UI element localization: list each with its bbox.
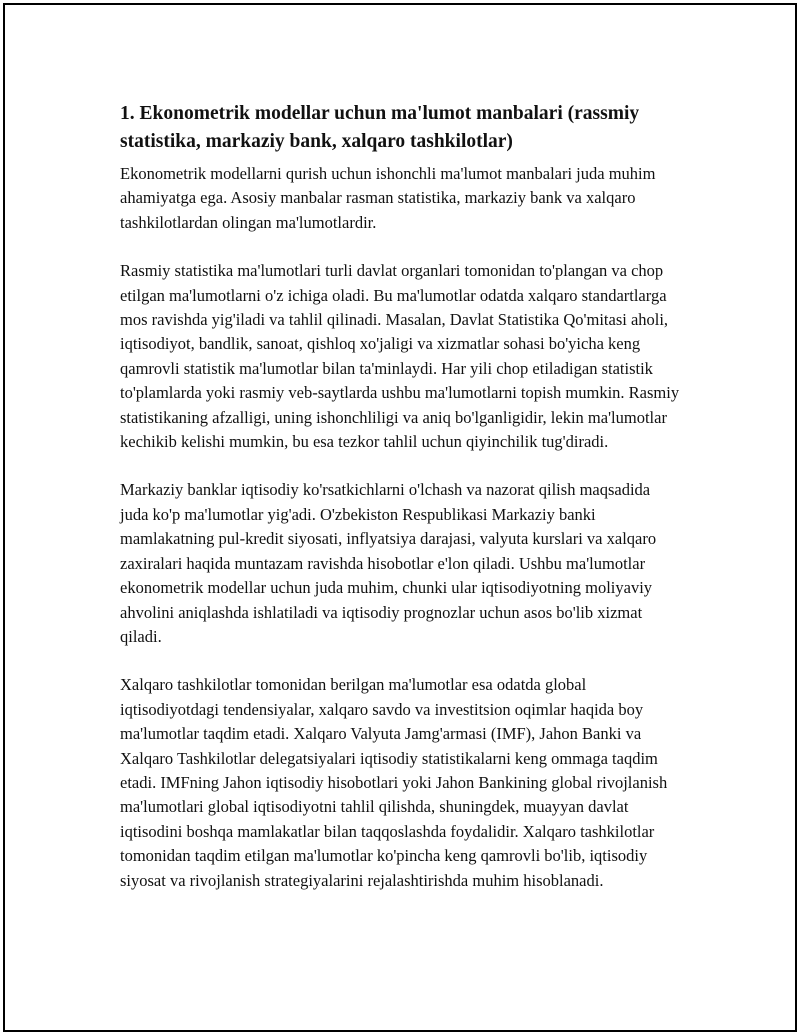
paragraph-official-statistics: Rasmiy statistika ma'lumotlari turli davlat organlari tomonidan to'plangan va chop etilgan ma'lumotlarni o'z ichiga oladi. Bu ma'lumotlar odatda xalqaro standartlarga mos ravishda yig'iladi va tahlil qilinadi. Masalan, Davlat Statistika Qo'mitasi aholi, iqtisodiyot, bandlik, sanoat, qishloq xo'jaligi va xizmatlar sohasi bo'yicha keng qamrovli statistik ma'lumotlar bilan ta'minlaydi. Har yili chop etiladigan statistik to'plamlarda yoki rasmiy veb-saytlarda ushbu ma'lumotlarni topish mumkin. Rasmiy statistikaning afzalligi, uning ishonchliligi va aniq bo'lganligidir, lekin ma'lumotlar kechikib kelishi mumkin, bu esa tezkor tahlil uchun qiyinchilik tug'diradi.	[120, 261, 680, 452]
paragraph-central-bank: Markaziy banklar iqtisodiy ko'rsatkichlarni o'lchash va nazorat qilish maqsadida juda ko'p ma'lumotlar yig'adi. O'zbekiston Respublikasi Markaziy banki mamlakatning pul-kredit siyosati, inflyatsiya darajasi, valyuta kurslari va xalqaro zaxiralari haqida muntazam ravishda hisobotlar e'lon qiladi. Ushbu ma'lumotlar ekonometrik modellar uchun juda muhim, chunki ular iqtisodiyotning moliyaviy ahvolini aniqlashda ishlatiladi va iqtisodiy prognozlar uchun asos bo'lib xizmat qiladi.	[120, 480, 657, 646]
page-frame	[3, 3, 797, 1032]
document-body	[120, 100, 680, 917]
paragraph-intro: Ekonometrik modellarni qurish uchun ishonchli ma'lumot manbalari juda muhim ahamiyatga ega. Asosiy manbalar rasman statistika, markaziy bank va xalqaro tashkilotlardan olingan ma'lumotlardir.	[120, 164, 656, 232]
paragraph-international-organizations: Xalqaro tashkilotlar tomonidan berilgan ma'lumotlar esa odatda global iqtisodiyotdagi tendensiyalar, xalqaro savdo va investitsion oqimlar haqida boy ma'lumotlar taqdim etadi. Xalqaro Valyuta Jamg'armasi (IMF), Jahon Banki va Xalqaro Tashkilotlar delegatsiyalari iqtisodiy statistikalarni keng ommaga taqdim etadi. IMFning Jahon iqtisodiy hisobotlari yoki Jahon Bankining global rivojlanish ma'lumotlari global iqtisodiyotni tahlil qilishda, shuningdek, muayyan davlat iqtisodini boshqa mamlakatlar bilan taqqoslashda foydalidir. Xalqaro tashkilotlar tomonidan taqdim etilgan ma'lumotlar ko'pincha keng qamrovli bo'lib, iqtisodiy siyosat va rivojlanish strategiyalarini rejalashtirishda muhim hisoblanadi.	[120, 675, 668, 890]
section-heading: 1. Ekonometrik modellar uchun ma'lumot manbalari (rassmiy statistika, markaziy bank, xalqaro tashkilotlar)	[120, 103, 640, 152]
